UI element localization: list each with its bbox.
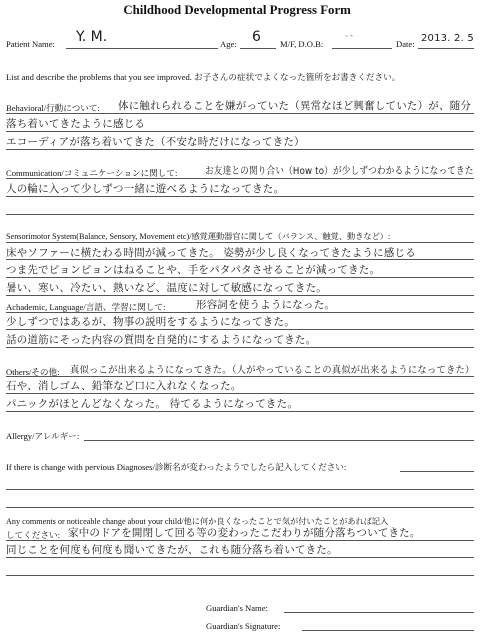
rule bbox=[6, 329, 474, 330]
guardian-name-label: Guardian's Name: bbox=[206, 603, 268, 613]
comments-line-2: 同じことを何度も何度も聞いてきたが、これも随分落ち着いてきた。 bbox=[6, 544, 338, 556]
behavioral-label: Behavioral/行動について: bbox=[6, 103, 100, 113]
intro-text: List and describe the problems that you see improved. お子さんの症状でよくなった箇所をお書きください。 bbox=[6, 72, 401, 82]
rule bbox=[6, 113, 474, 114]
others-line-3: パニックがほとんどなくなった。 待てるようになってきた。 bbox=[6, 398, 299, 410]
rule bbox=[6, 489, 474, 490]
rule bbox=[6, 411, 474, 412]
allergy-label: Allergy/アレルギー: bbox=[6, 431, 80, 441]
academic-line-3: 話の道筋にそった内容の質問を自発的にするようになってきた。 bbox=[6, 334, 317, 346]
behavioral-line-2: 落ち着いてきたように感じる bbox=[6, 118, 146, 130]
comments-line-1: 家中のドアを開閉して回る等の変わったこだわりが随分落ちついてきた。 bbox=[68, 527, 421, 539]
guardian-signature-line bbox=[302, 630, 474, 631]
rule bbox=[6, 131, 474, 132]
others-line-1: 真似っこが出来るようになってきた。（人がやっていることの真似が出来るようになってきた） bbox=[70, 365, 475, 376]
age-line bbox=[240, 48, 276, 49]
communication-line-2: 人の輪に入って少しずつ一緒に遊べるようになってきた。 bbox=[6, 183, 285, 195]
rule bbox=[6, 149, 474, 150]
patient-name-line bbox=[66, 48, 218, 49]
comments-label-2: してください: bbox=[6, 530, 60, 540]
age-label: Age: bbox=[220, 39, 237, 49]
sensorimotor-line-1: 床やソファーに横たわる時間が減ってきた。 姿勢が少し良くなってきたように感じる bbox=[6, 247, 416, 259]
rule bbox=[6, 196, 474, 197]
dob-line bbox=[332, 48, 392, 49]
rule bbox=[6, 575, 474, 576]
form-title: Childhood Developmental Progress Form bbox=[123, 2, 351, 17]
communication-label: Communication/コミュニケーションに関して: bbox=[6, 168, 178, 178]
patient-name-value: Y. M. bbox=[76, 29, 108, 45]
rule bbox=[400, 471, 474, 472]
patient-name-label: Patient Name: bbox=[6, 39, 55, 49]
date-value: 2013. 2. 5 bbox=[421, 33, 474, 44]
sensorimotor-line-3: 暑い、寒い、冷たい、熱いなど、温度に対して敏感になってきた。 bbox=[6, 282, 327, 294]
sensorimotor-line-2: つま先でピョンピョンはねることや、手をパタパタさせることが減ってきた。 bbox=[6, 264, 381, 276]
date-line bbox=[418, 48, 474, 49]
rule bbox=[6, 312, 474, 313]
guardian-name-line bbox=[284, 612, 474, 613]
rule bbox=[6, 540, 474, 541]
academic-line-2: 少しずつではあるが、物事の説明をするようになってきた。 bbox=[6, 316, 295, 328]
dob-mark: ˜ ˆ bbox=[345, 33, 353, 43]
diagnoses-label: If there is change with pervious Diagnoses/診断名が変わったようでしたら記入してください: bbox=[6, 462, 347, 472]
date-label: Date: bbox=[396, 39, 415, 49]
rule bbox=[6, 277, 474, 278]
rule bbox=[6, 507, 474, 508]
rule bbox=[6, 557, 474, 558]
behavioral-line-1: 体に触れられることを嫌がっていた（異常なほど興奮していた）が、随分 bbox=[118, 100, 472, 112]
academic-line-1: 形容詞を使うようになった。 bbox=[196, 299, 336, 311]
rule bbox=[6, 295, 474, 296]
rule bbox=[6, 178, 474, 179]
academic-label: Achademic, Language/言語、学習に関して: bbox=[6, 302, 166, 312]
sex-dob-label: M/F, D.O.B: bbox=[280, 39, 324, 49]
communication-line-1: お友達との関り合い（How to）が少しずつわかるようになってきた bbox=[205, 166, 474, 177]
behavioral-line-3: エコーディアが落ち着いてきた（不安な時だけになってきた） bbox=[6, 136, 305, 148]
guardian-signature-label: Guardian's Signature: bbox=[206, 621, 281, 631]
comments-label: Any comments or noticeable change about your child/他に何か良くなったことで気が付いたことがあれば記入 bbox=[6, 517, 389, 526]
rule bbox=[6, 347, 474, 348]
rule bbox=[6, 214, 474, 215]
rule bbox=[6, 393, 474, 394]
sensorimotor-label: Sensorimotor System(Balance, Sensory, Movement etc)/感覚運動器官に関して（バランス、触覚、動きなど）: bbox=[6, 232, 391, 241]
rule bbox=[6, 242, 474, 243]
others-label: Others/その他: bbox=[6, 367, 60, 377]
others-line-2: 石や、消しゴム、鉛筆など口に入れなくなった。 bbox=[6, 380, 242, 392]
rule bbox=[6, 376, 474, 377]
rule bbox=[6, 259, 474, 260]
rule bbox=[84, 440, 474, 441]
age-value: 6 bbox=[252, 29, 261, 45]
